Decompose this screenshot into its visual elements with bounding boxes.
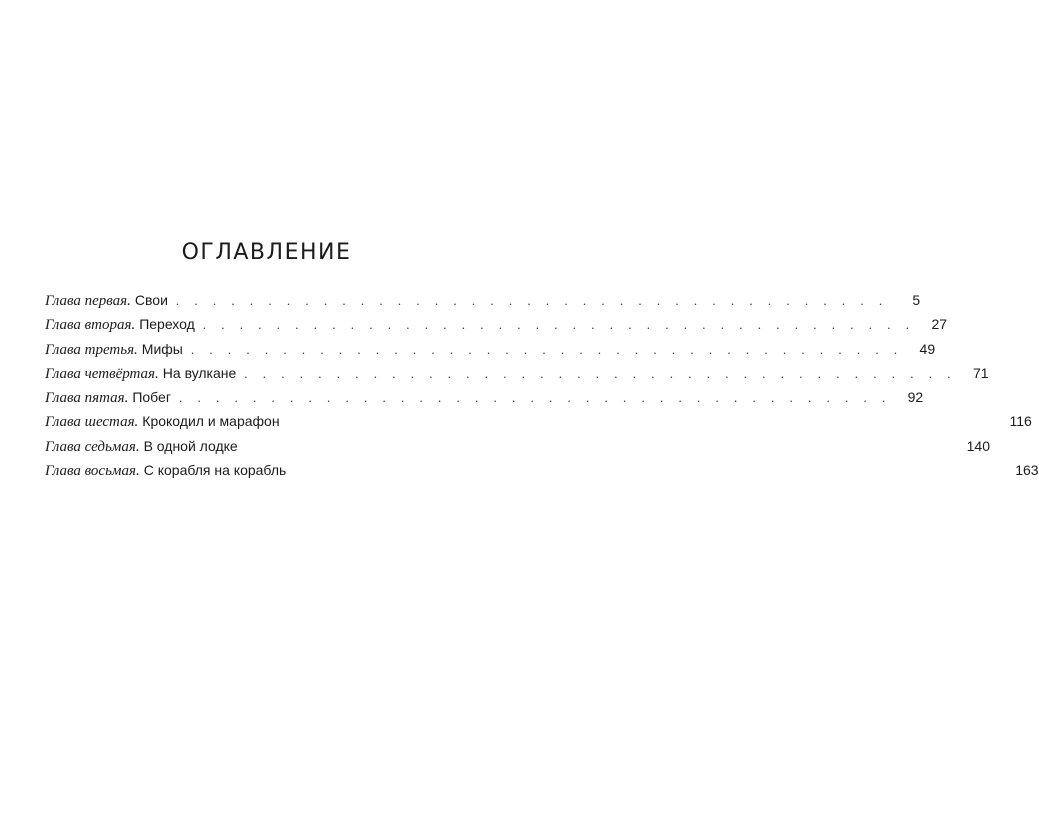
toc-page-number: 71: [972, 364, 989, 381]
toc-chapter-label: Глава седьмая.: [45, 438, 140, 455]
toc-chapter-title: С корабля на корабль: [143, 462, 287, 479]
toc-page-number: 92: [907, 389, 924, 406]
toc-entry: [45, 437, 990, 462]
toc-page-number: 49: [919, 340, 936, 357]
toc-chapter-title: Побег: [132, 389, 171, 406]
toc-list: [45, 292, 1039, 486]
toc-dot-leader: . . . . . . . . . . . . . . . . . . . . . . . . . . . . . . . . . . . . . . .: [175, 293, 889, 308]
toc-entry: [45, 292, 921, 316]
toc-dot-leader: . . . . . . . . . . . . . . . . . . . . . . . . . . . . . . . . . . . . . . .: [190, 341, 904, 357]
toc-chapter-label: Глава шестая.: [45, 414, 139, 431]
toc-dot-leader: . . . . . . . . . . . . . . . . . . . . . . . . . . . . . . . . . . . . . . .: [244, 365, 957, 381]
toc-chapter-title: Мифы: [141, 340, 183, 357]
toc-chapter-label: Глава четвёртая.: [45, 365, 159, 382]
toc-dot-leader: . . . . . . . . . . . . . . . . . . . . . . . . . . . . . . . . . . . . . . .: [202, 317, 916, 333]
toc-chapter-title: В одной лодке: [143, 437, 238, 454]
toc-entry: [45, 462, 1039, 486]
toc-entry: [45, 340, 936, 365]
toc-chapter-title: На вулкане: [162, 364, 237, 381]
toc-entry: [45, 364, 989, 389]
toc-dot-leader: . . . . . . . . . . . . . . . . . . . . . . . . . . . . . . . . . . . . . . .: [178, 390, 892, 406]
toc-chapter-label: Глава вторая.: [45, 317, 136, 334]
toc-page-number: 140: [966, 437, 990, 454]
toc-heading: ОГЛАВЛЕНИЕ: [181, 240, 352, 265]
toc-chapter-label: Глава пятая.: [45, 390, 129, 407]
toc-chapter-label: Глава восьмая.: [45, 463, 140, 480]
toc-page-number: 5: [912, 292, 921, 308]
toc-page-number: 116: [1009, 413, 1032, 430]
toc-page-number: 27: [931, 316, 948, 333]
toc-chapter-title: Переход: [139, 316, 195, 333]
toc-chapter-title: Крокодил и марафон: [142, 413, 280, 430]
toc-page-number: 163: [1015, 462, 1039, 479]
toc-entry: [45, 413, 1032, 437]
toc-entry: [45, 389, 924, 413]
toc-chapter-label: Глава первая.: [45, 293, 131, 309]
toc-chapter-label: Глава третья.: [45, 341, 138, 358]
toc-chapter-title: Свои: [134, 292, 168, 308]
toc-entry: [45, 316, 948, 340]
